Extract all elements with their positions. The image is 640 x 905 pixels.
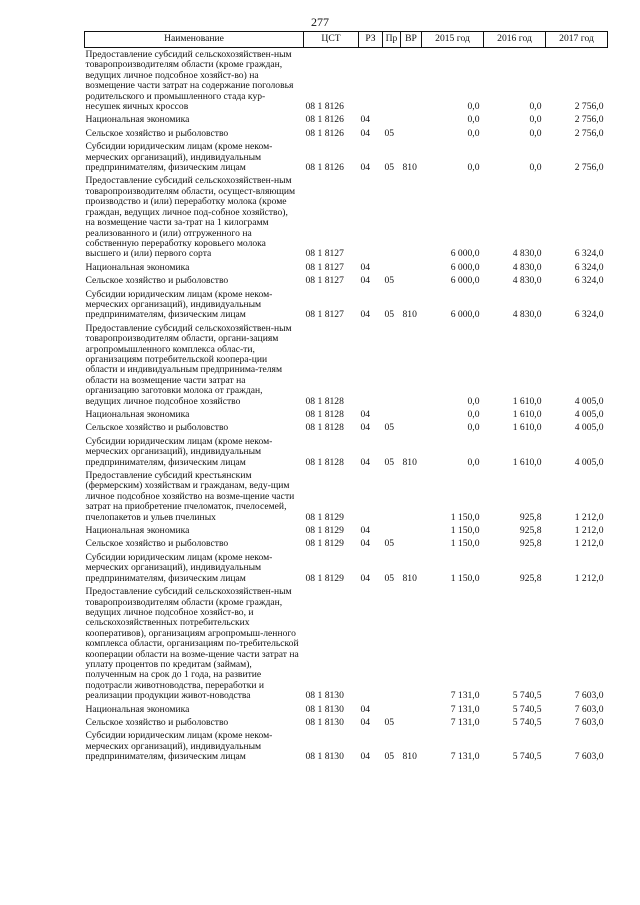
header-cst: ЦСТ xyxy=(304,32,359,48)
row-value-2015: 0,0 xyxy=(467,395,480,407)
row-rz: 04 xyxy=(360,572,371,584)
row-value-2016: 4 830,0 xyxy=(512,275,542,287)
row-cst: 08 1 8128 xyxy=(305,395,344,407)
row-value-2017: 7 603,0 xyxy=(574,703,604,715)
row-name: Субсидии юридическим лицам (кроме неком-мерческих организаций), индивидуальным предпринимателям, физическим лицам xyxy=(85,435,273,468)
header-name: Наименование xyxy=(85,32,304,48)
row-value-2016: 1 610,0 xyxy=(512,409,542,420)
row-vr: 810 xyxy=(402,162,417,174)
row-value-2016: 925,8 xyxy=(519,572,542,584)
row-pr xyxy=(383,174,401,260)
row-vr xyxy=(401,537,422,550)
row-rz: 04 xyxy=(360,456,371,468)
header-row xyxy=(85,32,608,48)
row-value-2017: 7 603,0 xyxy=(574,716,604,728)
row-value-2015: 0,0 xyxy=(467,127,480,139)
row-value-2017: 2 756,0 xyxy=(574,101,604,113)
row-value-2016: 5 740,5 xyxy=(512,690,542,702)
table-row xyxy=(85,274,608,287)
row-value-2017: 2 756,0 xyxy=(574,114,604,126)
row-pr: 05 xyxy=(384,422,395,434)
row-vr xyxy=(401,174,422,260)
row-cst: 08 1 8130 xyxy=(305,751,344,763)
row-cst: 08 1 8126 xyxy=(305,127,344,139)
row-vr xyxy=(401,127,422,140)
row-rz: 04 xyxy=(360,422,371,434)
row-vr xyxy=(401,716,422,729)
row-cst: 08 1 8127 xyxy=(305,309,344,321)
row-value-2015: 6 000,0 xyxy=(450,309,480,321)
table-row xyxy=(85,703,608,716)
row-value-2016: 5 740,5 xyxy=(512,703,542,715)
table-row xyxy=(85,140,608,174)
row-cst: 08 1 8128 xyxy=(305,456,344,468)
row-value-2016: 4 830,0 xyxy=(512,261,542,273)
row-value-2017: 7 603,0 xyxy=(574,751,604,763)
row-name: Сельское хозяйство и рыболовство xyxy=(85,422,229,434)
table-row xyxy=(85,716,608,729)
row-cst: 08 1 8129 xyxy=(305,572,344,584)
table-row xyxy=(85,729,608,763)
row-value-2016: 4 830,0 xyxy=(512,309,542,321)
row-rz xyxy=(359,322,383,408)
row-value-2016: 0,0 xyxy=(529,162,542,174)
header-2017: 2017 год xyxy=(546,32,608,48)
table-row xyxy=(85,421,608,434)
row-value-2017: 6 324,0 xyxy=(574,275,604,287)
row-vr xyxy=(401,113,422,126)
row-name: Субсидии юридическим лицам (кроме неком-мерческих организаций), индивидуальным предпринимателям, физическим лицам xyxy=(85,730,273,763)
row-value-2017: 1 212,0 xyxy=(574,572,604,584)
table-row xyxy=(85,113,608,126)
table-row xyxy=(85,261,608,274)
row-pr: 05 xyxy=(384,275,395,287)
row-value-2017: 4 005,0 xyxy=(574,395,604,407)
row-value-2015: 0,0 xyxy=(467,101,480,113)
table-row xyxy=(85,435,608,469)
row-vr xyxy=(401,408,422,421)
row-pr: 05 xyxy=(384,309,395,321)
row-value-2016: 0,0 xyxy=(529,101,542,113)
row-vr xyxy=(401,322,422,408)
row-pr: 05 xyxy=(384,716,395,728)
row-cst: 08 1 8127 xyxy=(305,261,344,273)
row-value-2016: 1 610,0 xyxy=(512,422,542,434)
row-value-2017: 4 005,0 xyxy=(574,409,604,420)
row-rz: 04 xyxy=(360,162,371,174)
row-rz: 04 xyxy=(360,409,371,420)
header-vr: ВР xyxy=(401,32,422,48)
row-cst: 08 1 8129 xyxy=(305,525,344,537)
budget-table xyxy=(84,31,608,764)
row-value-2015: 7 131,0 xyxy=(450,703,480,715)
row-rz: 04 xyxy=(360,127,371,139)
row-value-2017: 4 005,0 xyxy=(574,456,604,468)
row-pr xyxy=(383,524,401,537)
row-pr xyxy=(383,48,401,114)
row-rz: 04 xyxy=(360,275,371,287)
row-name: Национальная экономика xyxy=(85,114,190,126)
row-name: Субсидии юридическим лицам (кроме неком-мерческих организаций), индивидуальным предпринимателям, физическим лицам xyxy=(85,288,273,321)
row-name: Субсидии юридическим лицам (кроме неком-мерческих организаций), индивидуальным предпринимателям, физическим лицам xyxy=(85,141,273,174)
row-cst: 08 1 8130 xyxy=(305,690,344,702)
table-row xyxy=(85,524,608,537)
table-header xyxy=(85,32,608,48)
row-pr: 05 xyxy=(384,751,395,763)
row-cst: 08 1 8127 xyxy=(305,248,344,260)
row-name: Предоставление субсидий сельскохозяйствен-ным товаропроизводителям области (кроме граждан, ведущих личное подсобное хозяйст-во, и сельскохозяйственных потребительских кооперативов), организациям агропромыш-ленного комплекса области, организациям по-требительской кооперации области на возме-щение части затрат на уплату процентов по кредитам (займам), полученным на срок до 1 года, на развитие подотрасли животноводства, переработки и реализации продукции живот-новодства xyxy=(85,586,299,702)
row-pr xyxy=(383,261,401,274)
row-vr xyxy=(401,703,422,716)
row-name: Предоставление субсидий сельскохозяйствен-ным товаропроизводителям области, органи-зациям агропромышленного комплекса облас-ти, организациям потребительской коопера-ции области и индивидуальным предпринима-телям области на возмещение части затрат на организацию заготовки молока от граждан, ведущих личное подсобное хозяйство xyxy=(85,322,292,407)
row-pr: 05 xyxy=(384,456,395,468)
row-pr: 05 xyxy=(384,162,395,174)
row-vr: 810 xyxy=(402,572,417,584)
row-name: Национальная экономика xyxy=(85,525,190,537)
header-2015: 2015 год xyxy=(422,32,484,48)
row-rz: 04 xyxy=(360,716,371,728)
row-pr xyxy=(383,585,401,702)
row-vr xyxy=(401,421,422,434)
row-value-2016: 0,0 xyxy=(529,114,542,126)
header-2016: 2016 год xyxy=(484,32,546,48)
table-row xyxy=(85,322,608,408)
row-pr xyxy=(383,322,401,408)
row-pr xyxy=(383,703,401,716)
row-value-2017: 1 212,0 xyxy=(574,511,604,523)
row-pr xyxy=(383,113,401,126)
row-vr: 810 xyxy=(402,309,417,321)
table-row xyxy=(85,48,608,114)
row-vr xyxy=(401,274,422,287)
header-rz: РЗ xyxy=(359,32,383,48)
row-vr xyxy=(401,261,422,274)
table-row xyxy=(85,174,608,260)
row-pr: 05 xyxy=(384,127,395,139)
row-name: Сельское хозяйство и рыболовство xyxy=(85,538,229,550)
row-cst: 08 1 8126 xyxy=(305,114,344,126)
row-value-2017: 1 212,0 xyxy=(574,538,604,550)
row-rz: 04 xyxy=(360,538,371,550)
row-value-2016: 925,8 xyxy=(519,511,542,523)
row-name: Предоставление субсидий крестьянским (фермерским) хозяйствам и гражданам, веду-щим личное подсобное хозяйство на возме-щение части затрат на приобретение пчеломаток, пчелосемей, пчелопакетов и ульев пчелиных xyxy=(85,470,295,523)
row-vr xyxy=(401,48,422,114)
row-pr xyxy=(383,469,401,524)
row-value-2017: 2 756,0 xyxy=(574,162,604,174)
row-name: Сельское хозяйство и рыболовство xyxy=(85,127,229,139)
row-name: Национальная экономика xyxy=(85,703,190,715)
row-rz xyxy=(359,585,383,702)
row-pr: 05 xyxy=(384,538,395,550)
row-vr: 810 xyxy=(402,751,417,763)
row-value-2015: 1 150,0 xyxy=(450,525,480,537)
row-name: Сельское хозяйство и рыболовство xyxy=(85,275,229,287)
table-row xyxy=(85,127,608,140)
table-row xyxy=(85,288,608,322)
row-rz: 04 xyxy=(360,751,371,763)
row-value-2017: 6 324,0 xyxy=(574,248,604,260)
row-name: Субсидии юридическим лицам (кроме неком-мерческих организаций), индивидуальным предпринимателям, физическим лицам xyxy=(85,551,273,584)
row-vr xyxy=(401,524,422,537)
row-value-2015: 0,0 xyxy=(467,162,480,174)
row-rz xyxy=(359,469,383,524)
row-value-2016: 925,8 xyxy=(519,525,542,537)
row-name: Национальная экономика xyxy=(85,409,190,420)
table-row xyxy=(85,469,608,524)
row-cst: 08 1 8126 xyxy=(305,162,344,174)
row-value-2016: 5 740,5 xyxy=(512,716,542,728)
row-value-2015: 1 150,0 xyxy=(450,511,480,523)
row-rz: 04 xyxy=(360,703,371,715)
row-value-2017: 7 603,0 xyxy=(574,690,604,702)
row-rz: 04 xyxy=(360,261,371,273)
row-value-2017: 6 324,0 xyxy=(574,309,604,321)
row-value-2017: 6 324,0 xyxy=(574,261,604,273)
row-value-2016: 0,0 xyxy=(529,127,542,139)
row-value-2015: 1 150,0 xyxy=(450,538,480,550)
row-value-2015: 0,0 xyxy=(467,114,480,126)
row-name: Сельское хозяйство и рыболовство xyxy=(85,716,229,728)
row-value-2017: 2 756,0 xyxy=(574,127,604,139)
row-cst: 08 1 8130 xyxy=(305,716,344,728)
row-rz xyxy=(359,48,383,114)
row-value-2015: 0,0 xyxy=(467,422,480,434)
row-value-2015: 6 000,0 xyxy=(450,275,480,287)
row-rz: 04 xyxy=(360,114,371,126)
row-value-2016: 4 830,0 xyxy=(512,248,542,260)
row-vr xyxy=(401,585,422,702)
row-rz: 04 xyxy=(360,525,371,537)
row-vr: 810 xyxy=(402,456,417,468)
table-body xyxy=(85,48,608,764)
row-cst: 08 1 8129 xyxy=(305,538,344,550)
row-pr xyxy=(383,408,401,421)
row-value-2016: 5 740,5 xyxy=(512,751,542,763)
row-value-2015: 6 000,0 xyxy=(450,248,480,260)
row-value-2015: 0,0 xyxy=(467,456,480,468)
row-name: Национальная экономика xyxy=(85,261,190,273)
row-pr: 05 xyxy=(384,572,395,584)
row-value-2015: 1 150,0 xyxy=(450,572,480,584)
header-pr: Пр xyxy=(383,32,401,48)
row-value-2016: 1 610,0 xyxy=(512,456,542,468)
row-cst: 08 1 8128 xyxy=(305,409,344,420)
row-cst: 08 1 8130 xyxy=(305,703,344,715)
table-row xyxy=(85,537,608,550)
row-value-2015: 6 000,0 xyxy=(450,261,480,273)
row-rz xyxy=(359,174,383,260)
row-value-2015: 7 131,0 xyxy=(450,751,480,763)
row-name: Предоставление субсидий сельскохозяйствен-ным товаропроизводителям области, осущест-вляющим производство и (или) переработку молока (кроме граждан, ведущих личное под-собное хозяйство), на возмещение части за-трат на 1 килограмм реализованного и (или) отгруженного на собственную переработку коровьего молока высшего и (или) первого сорта xyxy=(85,175,296,260)
row-cst: 08 1 8127 xyxy=(305,275,344,287)
table-row xyxy=(85,585,608,702)
table-row xyxy=(85,408,608,421)
table-row xyxy=(85,551,608,585)
row-value-2015: 7 131,0 xyxy=(450,716,480,728)
row-value-2017: 4 005,0 xyxy=(574,422,604,434)
row-name: Предоставление субсидий сельскохозяйствен-ным товаропроизводителям области (кроме граждан, ведущих личное подсобное хозяйст-во) на возмещение части затрат на содержание поголовья родительского и промышленного стада кур-несушек яичных кроссов xyxy=(85,49,294,113)
row-rz: 04 xyxy=(360,309,371,321)
row-value-2015: 0,0 xyxy=(467,409,480,420)
page-number: 277 xyxy=(311,15,329,29)
row-vr xyxy=(401,469,422,524)
row-cst: 08 1 8128 xyxy=(305,422,344,434)
row-value-2016: 1 610,0 xyxy=(512,395,542,407)
row-cst: 08 1 8129 xyxy=(305,511,344,523)
row-cst: 08 1 8126 xyxy=(305,101,344,113)
row-value-2016: 925,8 xyxy=(519,538,542,550)
row-value-2017: 1 212,0 xyxy=(574,525,604,537)
row-value-2015: 7 131,0 xyxy=(450,690,480,702)
